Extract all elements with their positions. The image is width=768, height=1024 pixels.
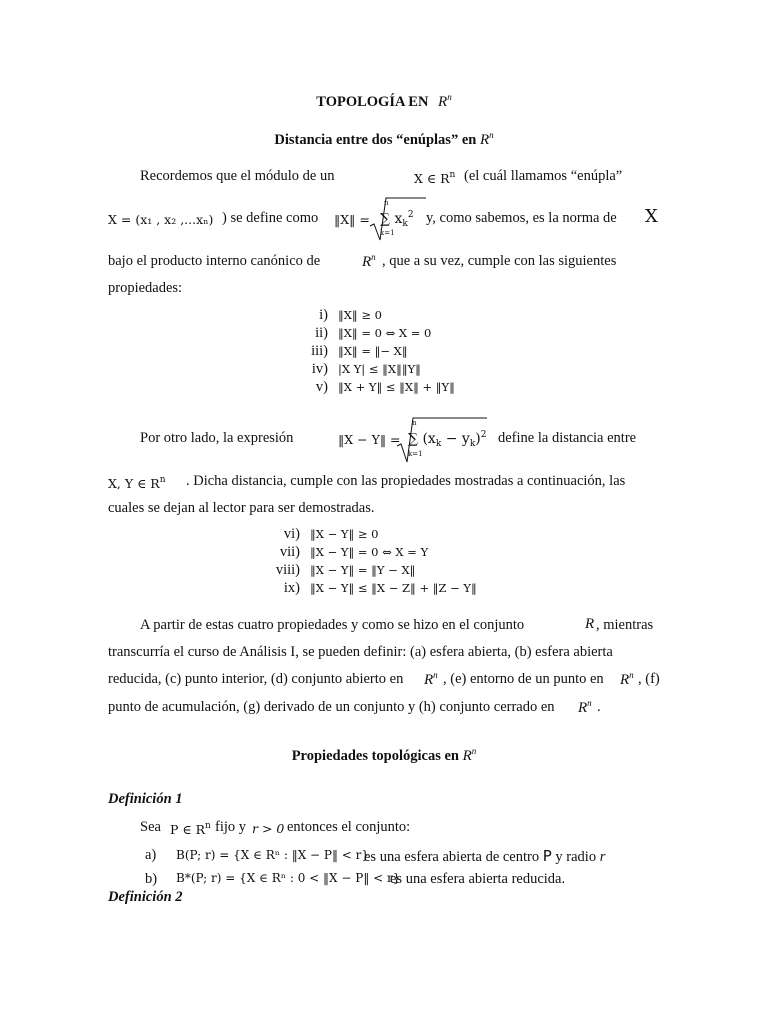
- sum-upper-index: n: [384, 199, 389, 207]
- reduced-ball-formula: B*(P; r) = {X ∈ Rⁿ : 0 < ‖X − P‖ < r}: [176, 871, 401, 885]
- def1-item-b-label: b): [145, 871, 158, 887]
- def1-item-a-text: es una esfera abierta de centro P y radio r: [364, 847, 606, 865]
- def1-line1-math1: P ∈ $R^n$: [170, 821, 211, 837]
- para3-line3-math1: $R^n$: [424, 670, 438, 688]
- def1-item-a-label: a): [145, 847, 157, 863]
- para3-line4-a: punto de acumulación, (g) derivado de un conjunto y (h) conjunto cerrado en: [108, 699, 555, 715]
- property-item: ix) ‖X − Y‖ ≤ ‖X − Z‖ + ‖Z − Y‖: [283, 580, 477, 596]
- section-heading-text: Propiedades topológicas en: [291, 748, 459, 764]
- para2-line2-math: X, Y ∈ $R^n$: [108, 475, 166, 491]
- section-heading-math: $R^n$: [479, 130, 494, 148]
- property-item: i) ‖X‖ ≥ 0: [319, 307, 382, 323]
- sum-lower-index: k=1: [408, 450, 423, 458]
- sum-upper-index: n: [412, 419, 417, 427]
- norm-sum-formula: ∑ $x_k^2$: [380, 210, 414, 229]
- sum-lower-index: k=1: [380, 229, 395, 237]
- para3-line3-c: , (f): [638, 671, 660, 687]
- distance-sum-formula: ∑ $(x_k - y_k)^2$: [408, 430, 487, 449]
- para3-line1-a: A partir de estas cuatro propiedades y como se hizo en el conjunto: [140, 617, 525, 633]
- property-item: v) ‖X + Y‖ ≤ ‖X‖ + ‖Y‖: [315, 379, 455, 395]
- page-title: [0, 92, 768, 111]
- def1-line1-a: Sea: [140, 819, 161, 835]
- property-item: ii) ‖X‖ = 0 ⇔ X = 0: [315, 325, 432, 341]
- page-title-text: TOPOLOGÍA EN: [316, 94, 429, 110]
- para1-tuple-math: X = (x₁ , x₂ ,...xₙ): [108, 212, 214, 227]
- para1-line4: propiedades:: [108, 280, 183, 296]
- def1-line1-b: fijo y: [215, 819, 247, 835]
- section-heading-distance: [0, 130, 768, 149]
- property-item: vii) ‖X − Y‖ = 0 ⇔ X = Y: [279, 544, 429, 560]
- para1-line3-b: , que a su vez, cumple con las siguientes: [382, 253, 617, 269]
- para3-line4-b: .: [597, 699, 601, 715]
- definition-heading: Definición 1: [108, 791, 183, 807]
- title-math: $R^n$: [438, 92, 452, 110]
- section-heading-math: $R^n$: [462, 746, 477, 764]
- section-heading-topology: [0, 746, 768, 765]
- para3-line3-a: reducida, (c) punto interior, (d) conjunto abierto en: [108, 671, 404, 687]
- para1-line1: Recordemos que el módulo de un: [140, 168, 335, 184]
- property-item: iv) |X Y| ≤ ‖X‖‖Y‖: [311, 361, 421, 377]
- properties-list-2: [252, 525, 477, 597]
- def1-line1-c: entonces el conjunto:: [287, 819, 411, 835]
- def1-line1-math2: r > 0: [252, 821, 285, 836]
- para1-line2-b: y, como sabemos, es la norma de: [426, 210, 617, 226]
- para3-line1-b: , mientras: [596, 617, 654, 633]
- definition-heading: Definición 2: [108, 889, 183, 905]
- open-ball-formula: B(P; r) = {X ∈ Rⁿ : ‖X − P‖ < r}: [176, 848, 370, 862]
- para1-line1-end: (el cuál llamamos “enúpla”: [464, 168, 623, 184]
- para3-line3-math2: $R^n$: [620, 670, 634, 688]
- para2-line1-b: define la distancia entre: [498, 430, 637, 446]
- property-item: viii) ‖X − Y‖ = ‖Y − X‖: [275, 562, 416, 578]
- para1-line1-math: X ∈ $R^n$: [414, 170, 456, 186]
- properties-list-1: [280, 306, 455, 396]
- distance-formula: ‖X − Y‖ =: [338, 432, 401, 447]
- para3-line3-b: , (e) entorno de un punto en: [443, 671, 604, 687]
- def1-item-b-text: es una esfera abierta reducida.: [390, 871, 566, 887]
- para2-line1-a: Por otro lado, la expresión: [140, 430, 294, 446]
- para2-line3: cuales se dejan al lector para ser demostradas.: [108, 500, 375, 516]
- para3-line1-math: R: [585, 616, 595, 632]
- property-item: vi) ‖X − Y‖ ≥ 0: [283, 526, 379, 542]
- norm-definition-formula: ‖X‖ =: [334, 212, 370, 227]
- para1-line3-a: bajo el producto interno canónico de: [108, 253, 321, 269]
- section-heading-text: Distancia entre dos “enúplas” en: [274, 132, 477, 148]
- para2-line2-b: . Dicha distancia, cumple con las propiedades mostradas a continuación, las: [186, 473, 626, 489]
- para3-line4-math: $R^n$: [578, 698, 592, 716]
- para1-line3-math: $R^n$: [362, 252, 376, 270]
- para3-line2: transcurría el curso de Análisis I, se pueden definir: (a) esfera abierta, (b) esfera abierta: [108, 644, 613, 660]
- para1-line2-x: X: [645, 206, 658, 227]
- para1-line2-a: ) se define como: [222, 210, 319, 226]
- property-item: iii) ‖X‖ = ‖− X‖: [311, 343, 408, 359]
